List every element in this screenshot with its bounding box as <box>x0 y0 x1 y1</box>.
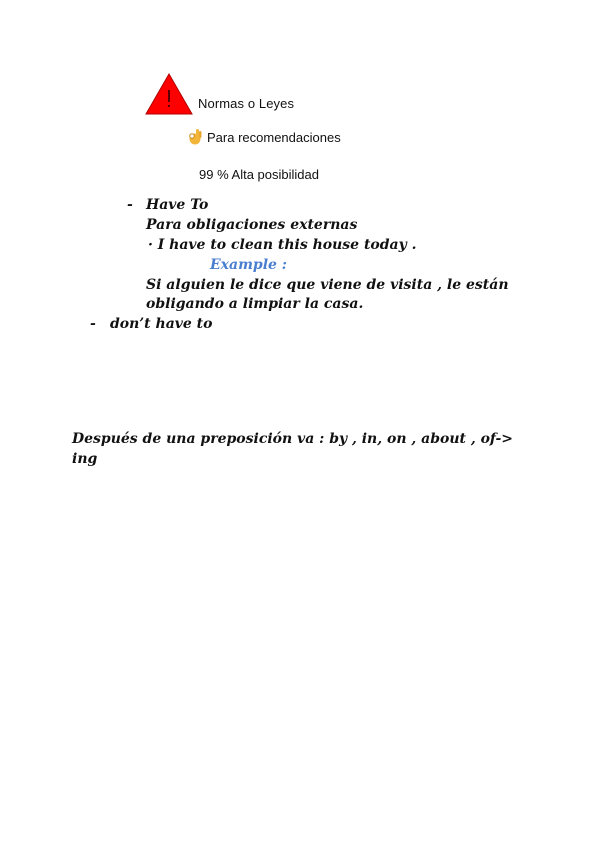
have-to-sentence: · I have to clean this house today . <box>148 237 417 253</box>
example-label: Example : <box>210 257 287 273</box>
ok-hand-icon <box>186 128 202 146</box>
warning-legend-label: Normas o Leyes <box>198 96 295 111</box>
preposition-note-line-2: ing <box>72 451 98 467</box>
ok-legend-label: Para recomendaciones <box>207 130 341 145</box>
percent-legend-label: 99 % Alta posibilidad <box>199 167 319 182</box>
warning-icon-wrap <box>145 73 193 115</box>
warning-triangle-icon <box>145 73 193 115</box>
have-to-bullet: - <box>127 197 133 213</box>
dont-have-to-bullet: - <box>90 316 96 332</box>
preposition-note-line-1: Después de una preposición va : by , in, on , about , of-> <box>72 431 513 447</box>
explanation-line-2: obligando a limpiar la casa. <box>146 296 364 312</box>
explanation-line-1: Si alguien le dice que viene de visita , le están <box>146 277 509 293</box>
dont-have-to-title: don’t have to <box>110 316 213 332</box>
have-to-title: Have To <box>146 197 209 213</box>
have-to-subtitle: Para obligaciones externas <box>146 217 358 233</box>
